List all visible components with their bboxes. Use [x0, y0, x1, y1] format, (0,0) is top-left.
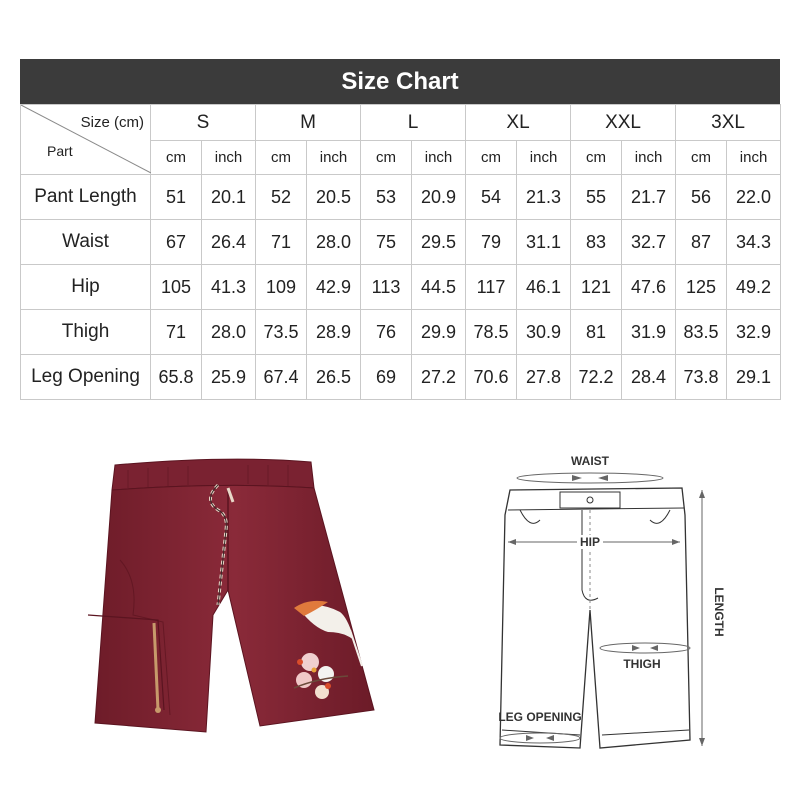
shorts-product-photo [78, 440, 378, 750]
value-inch-cell: 44.5 [412, 265, 466, 310]
value-cm-cell: 117 [466, 265, 517, 310]
value-inch-cell: 20.9 [412, 175, 466, 220]
part-name-cell: Waist [21, 220, 151, 265]
unit-cm: cm [256, 141, 307, 175]
value-cm-cell: 73.5 [256, 310, 307, 355]
unit-inch: inch [307, 141, 361, 175]
unit-inch: inch [202, 141, 256, 175]
value-inch-cell: 20.5 [307, 175, 361, 220]
corner-header-cell [21, 105, 151, 175]
value-inch-cell: 31.1 [517, 220, 571, 265]
value-cm-cell: 79 [466, 220, 517, 265]
unit-cm: cm [361, 141, 412, 175]
value-cm-cell: 76 [361, 310, 412, 355]
value-inch-cell: 26.4 [202, 220, 256, 265]
value-cm-cell: 113 [361, 265, 412, 310]
unit-inch: inch [727, 141, 781, 175]
value-inch-cell: 29.9 [412, 310, 466, 355]
unit-cm: cm [676, 141, 727, 175]
value-cm-cell: 78.5 [466, 310, 517, 355]
value-inch-cell: 29.1 [727, 355, 781, 400]
unit-cm: cm [466, 141, 517, 175]
value-cm-cell: 83.5 [676, 310, 727, 355]
value-inch-cell: 30.9 [517, 310, 571, 355]
value-cm-cell: 52 [256, 175, 307, 220]
value-inch-cell: 20.1 [202, 175, 256, 220]
value-inch-cell: 21.7 [622, 175, 676, 220]
value-cm-cell: 71 [256, 220, 307, 265]
value-cm-cell: 67 [151, 220, 202, 265]
length-label: LENGTH [712, 587, 726, 637]
value-cm-cell: 71 [151, 310, 202, 355]
value-cm-cell: 87 [676, 220, 727, 265]
table-row [21, 355, 781, 400]
value-inch-cell: 41.3 [202, 265, 256, 310]
value-cm-cell: 81 [571, 310, 622, 355]
value-inch-cell: 31.9 [622, 310, 676, 355]
value-inch-cell: 42.9 [307, 265, 361, 310]
size-header-row [21, 105, 781, 141]
thigh-label: THIGH [623, 657, 661, 671]
size-header-xl: XL [466, 105, 571, 141]
value-inch-cell: 28.0 [307, 220, 361, 265]
value-inch-cell: 25.9 [202, 355, 256, 400]
value-inch-cell: 47.6 [622, 265, 676, 310]
value-inch-cell: 49.2 [727, 265, 781, 310]
value-cm-cell: 69 [361, 355, 412, 400]
table-row [21, 175, 781, 220]
value-inch-cell: 32.7 [622, 220, 676, 265]
value-cm-cell: 53 [361, 175, 412, 220]
value-inch-cell: 22.0 [727, 175, 781, 220]
unit-cm: cm [151, 141, 202, 175]
value-cm-cell: 105 [151, 265, 202, 310]
value-cm-cell: 83 [571, 220, 622, 265]
value-inch-cell: 46.1 [517, 265, 571, 310]
value-cm-cell: 54 [466, 175, 517, 220]
unit-inch: inch [517, 141, 571, 175]
value-inch-cell: 29.5 [412, 220, 466, 265]
value-inch-cell: 27.2 [412, 355, 466, 400]
part-name-cell: Hip [21, 265, 151, 310]
part-name-cell: Pant Length [21, 175, 151, 220]
measurement-diagram [480, 440, 780, 770]
value-inch-cell: 21.3 [517, 175, 571, 220]
value-cm-cell: 65.8 [151, 355, 202, 400]
size-header-xxl: XXL [571, 105, 676, 141]
value-inch-cell: 28.4 [622, 355, 676, 400]
unit-inch: inch [622, 141, 676, 175]
value-cm-cell: 125 [676, 265, 727, 310]
value-cm-cell: 55 [571, 175, 622, 220]
value-cm-cell: 56 [676, 175, 727, 220]
value-inch-cell: 32.9 [727, 310, 781, 355]
table-row [21, 220, 781, 265]
value-cm-cell: 70.6 [466, 355, 517, 400]
value-cm-cell: 121 [571, 265, 622, 310]
value-inch-cell: 28.0 [202, 310, 256, 355]
value-cm-cell: 109 [256, 265, 307, 310]
value-inch-cell: 27.8 [517, 355, 571, 400]
value-cm-cell: 67.4 [256, 355, 307, 400]
value-cm-cell: 51 [151, 175, 202, 220]
size-header-s: S [151, 105, 256, 141]
size-header-m: M [256, 105, 361, 141]
part-name-cell: Leg Opening [21, 355, 151, 400]
hip-label: HIP [579, 535, 601, 549]
leg-opening-label: LEG OPENING [498, 710, 582, 724]
value-cm-cell: 75 [361, 220, 412, 265]
value-inch-cell: 28.9 [307, 310, 361, 355]
part-name-cell: Thigh [21, 310, 151, 355]
table-row [21, 310, 781, 355]
size-chart-table [20, 104, 781, 400]
unit-cm: cm [571, 141, 622, 175]
corner-size-label: Size (cm) [80, 114, 144, 131]
size-chart-title: Size Chart [20, 59, 780, 104]
table-row [21, 265, 781, 310]
unit-inch: inch [412, 141, 466, 175]
size-header-l: L [361, 105, 466, 141]
value-inch-cell: 26.5 [307, 355, 361, 400]
value-cm-cell: 73.8 [676, 355, 727, 400]
size-header-3xl: 3XL [676, 105, 781, 141]
value-inch-cell: 34.3 [727, 220, 781, 265]
waist-label: WAIST [571, 454, 609, 468]
corner-part-label: Part [47, 143, 73, 159]
value-cm-cell: 72.2 [571, 355, 622, 400]
